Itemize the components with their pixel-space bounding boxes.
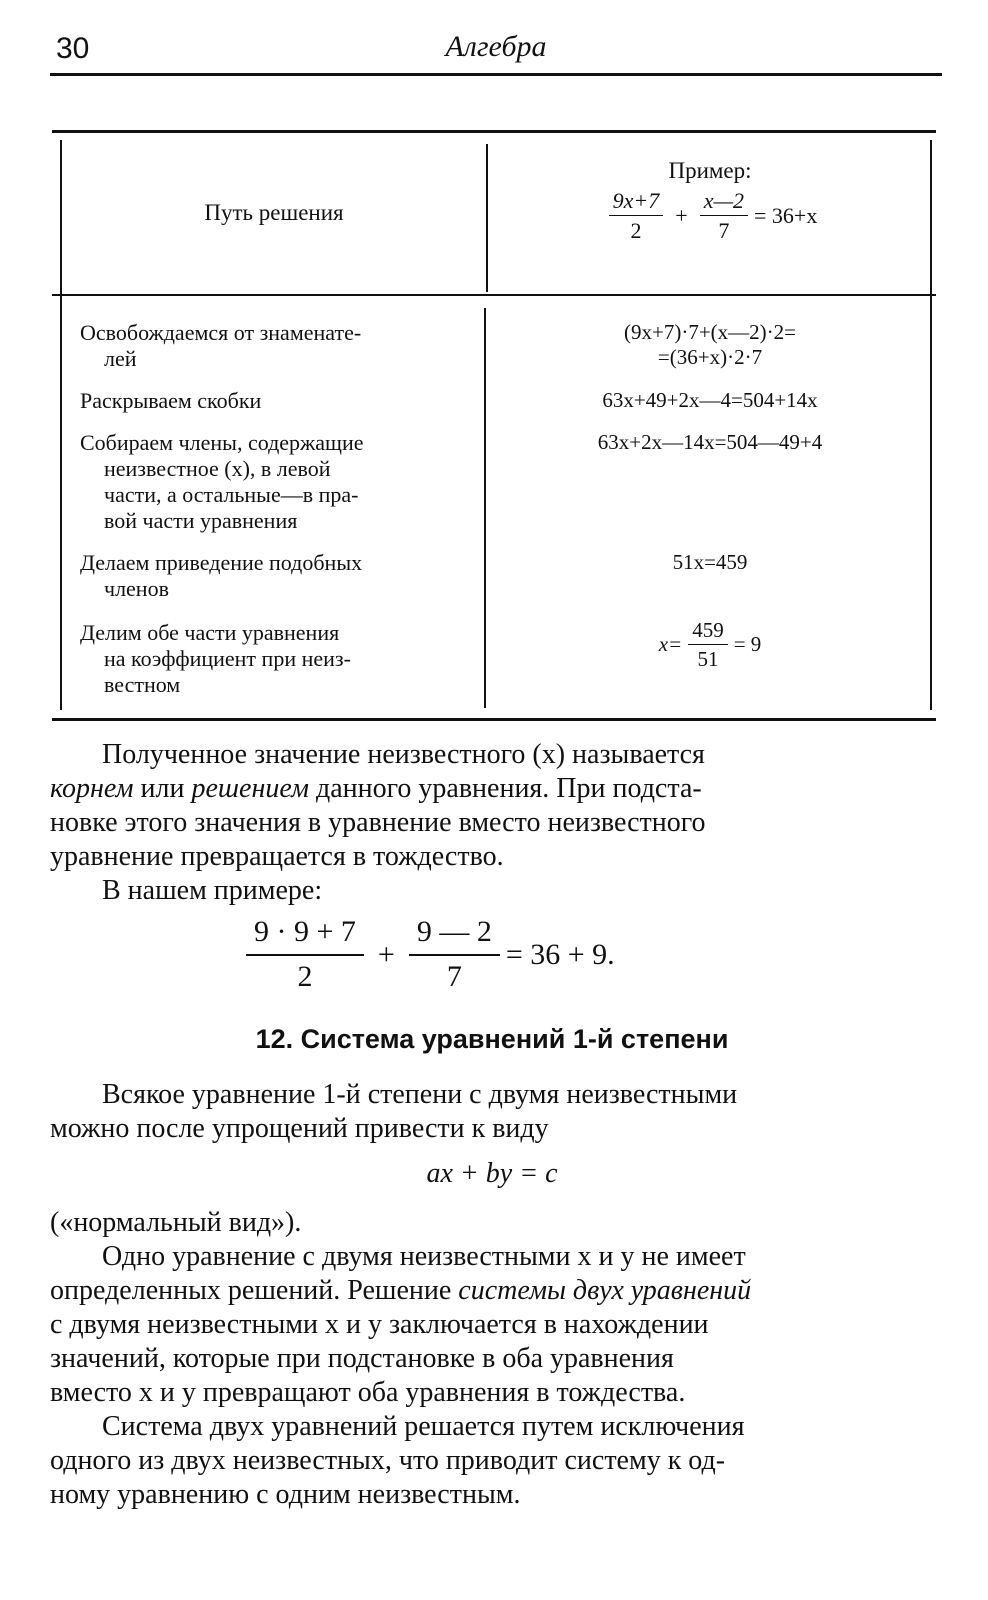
page-header xyxy=(50,28,942,74)
running-title: Алгебра xyxy=(445,30,547,63)
step-1-line-1: Освобождаемся от знаменате- xyxy=(80,320,362,345)
normal-form-equation: ax + by = c xyxy=(426,1158,558,1189)
term-solution: решением xyxy=(191,773,309,804)
step-2 xyxy=(80,388,480,414)
check-equation xyxy=(240,915,760,994)
result-5-lhs: x= xyxy=(658,632,683,657)
step-2-line-1: Раскрываем скобки xyxy=(80,388,262,413)
step-4-line-1: Делаем приведение подобных xyxy=(80,550,363,575)
step-1-line-2: лей xyxy=(104,346,137,371)
p6-line-2: одного из двух неизвестных, что приводит систему к од- xyxy=(50,1445,726,1476)
step-5-line-1: Делим обе части уравнения xyxy=(80,620,340,645)
p5-line-2 xyxy=(50,1274,934,1308)
solution-table xyxy=(52,130,936,722)
step-3-line-1: Собираем члены, содержащие xyxy=(80,430,364,455)
example-frac2-denominator: 7 xyxy=(718,218,730,244)
example-equation xyxy=(488,188,932,244)
p3-line-2: можно после упрощений привести к виду xyxy=(50,1113,549,1144)
p5-line-1: Одно уравнение с двумя неизвестными x и y не имеет xyxy=(102,1241,746,1272)
step-5-line-3: вестном xyxy=(104,672,181,697)
result-5-numerator: 459 xyxy=(688,618,728,645)
result-4-line-1: 51x=459 xyxy=(672,550,748,574)
table-bottom-rule xyxy=(52,718,936,721)
check-fraction-2 xyxy=(409,915,500,994)
result-1-line-2: =(36+x)·2·7 xyxy=(657,345,763,369)
p5-line-5: вместо x и y превращают оба уравнения в тождества. xyxy=(50,1377,686,1408)
step-3-line-4: вой части уравнения xyxy=(104,508,298,533)
paragraph-root-definition xyxy=(50,738,934,908)
check-frac2-numerator: 9 — 2 xyxy=(409,915,500,956)
step-4 xyxy=(80,550,480,602)
p1-line-1: Полученное значение неизвестного (x) называется xyxy=(102,739,705,770)
p3-line-1: Всякое уравнение 1-й степени с двумя неизвестными xyxy=(102,1079,738,1110)
step-3 xyxy=(80,430,480,534)
table-head-right xyxy=(488,158,932,244)
check-frac1-numerator: 9 · 9 + 7 xyxy=(246,915,364,956)
p6-line-1: Система двух уравнений решается путем исключения xyxy=(102,1411,745,1442)
paragraph-normal-form xyxy=(50,1078,934,1146)
result-5-rhs: = 9 xyxy=(733,632,762,657)
result-2-line-1: 63x+49+2x—4=504+14x xyxy=(602,388,818,412)
check-frac2-denominator: 7 xyxy=(446,959,462,993)
example-plus: + xyxy=(675,202,688,228)
example-fraction-2 xyxy=(700,188,748,244)
example-fraction-1 xyxy=(609,188,664,244)
result-5 xyxy=(488,618,932,671)
p5-line-3: с двумя неизвестными x и y заключается в нахождении xyxy=(50,1309,709,1340)
p1-line-2-mid: или xyxy=(133,773,192,804)
paragraph-system xyxy=(50,1206,934,1512)
step-3-line-3: части, а остальные—в пра- xyxy=(104,482,359,507)
table-head-left: Путь решения xyxy=(204,200,344,225)
step-3-line-2: неизвестное (x), в левой xyxy=(104,456,331,481)
term-system: системы двух уравнений xyxy=(458,1275,752,1306)
p1-line-2 xyxy=(50,772,934,806)
result-3 xyxy=(488,430,932,455)
header-rule xyxy=(50,73,942,76)
check-plus: + xyxy=(377,937,395,971)
example-frac1-denominator: 2 xyxy=(630,218,642,244)
result-3-line-1: 63x+2x—14x=504—49+4 xyxy=(597,430,823,454)
result-5-fraction xyxy=(688,618,728,671)
p1-line-3: новке этого значения в уравнение вместо неизвестного xyxy=(50,807,706,838)
p1-line-2-rest: данного уравнения. При подста- xyxy=(308,773,702,804)
section-title: 12. Система уравнений 1-й степени xyxy=(255,1024,729,1054)
check-rhs: = 36 + 9. xyxy=(505,937,615,971)
result-2 xyxy=(488,388,932,413)
step-5-line-2: на коэффициент при неиз- xyxy=(104,646,351,671)
p4-line: («нормальный вид»). xyxy=(50,1207,302,1238)
table-body-divider xyxy=(484,308,486,708)
result-4 xyxy=(488,550,932,575)
table-header-rule xyxy=(52,294,936,296)
example-rhs: = 36+x xyxy=(754,202,818,228)
p2-line: В нашем примере: xyxy=(102,875,323,906)
result-5-equation xyxy=(488,618,932,671)
p1-line-4: уравнение превращается в тождество. xyxy=(50,841,504,872)
p5-line-2-start: определенных решений. Решение xyxy=(50,1275,459,1306)
check-fraction-1 xyxy=(246,915,364,994)
term-root: корнем xyxy=(50,773,134,804)
example-frac1-numerator: 9x+7 xyxy=(609,188,664,216)
result-5-denominator: 51 xyxy=(697,647,719,672)
page-number: 30 xyxy=(56,32,90,65)
example-frac2-numerator: x—2 xyxy=(700,188,748,216)
result-1-line-1: (9x+7)·7+(x—2)·2= xyxy=(624,320,796,344)
table-top-rule xyxy=(52,130,936,133)
example-label: Пример: xyxy=(668,158,752,183)
step-5 xyxy=(80,620,480,698)
result-1 xyxy=(488,320,932,370)
step-1 xyxy=(80,320,480,372)
p5-line-4: значений, которые при подстановке в оба уравнения xyxy=(50,1343,674,1374)
step-4-line-2: членов xyxy=(104,576,169,601)
p6-line-3: ному уравнению с одним неизвестным. xyxy=(50,1479,521,1510)
check-frac1-denominator: 2 xyxy=(297,959,313,993)
